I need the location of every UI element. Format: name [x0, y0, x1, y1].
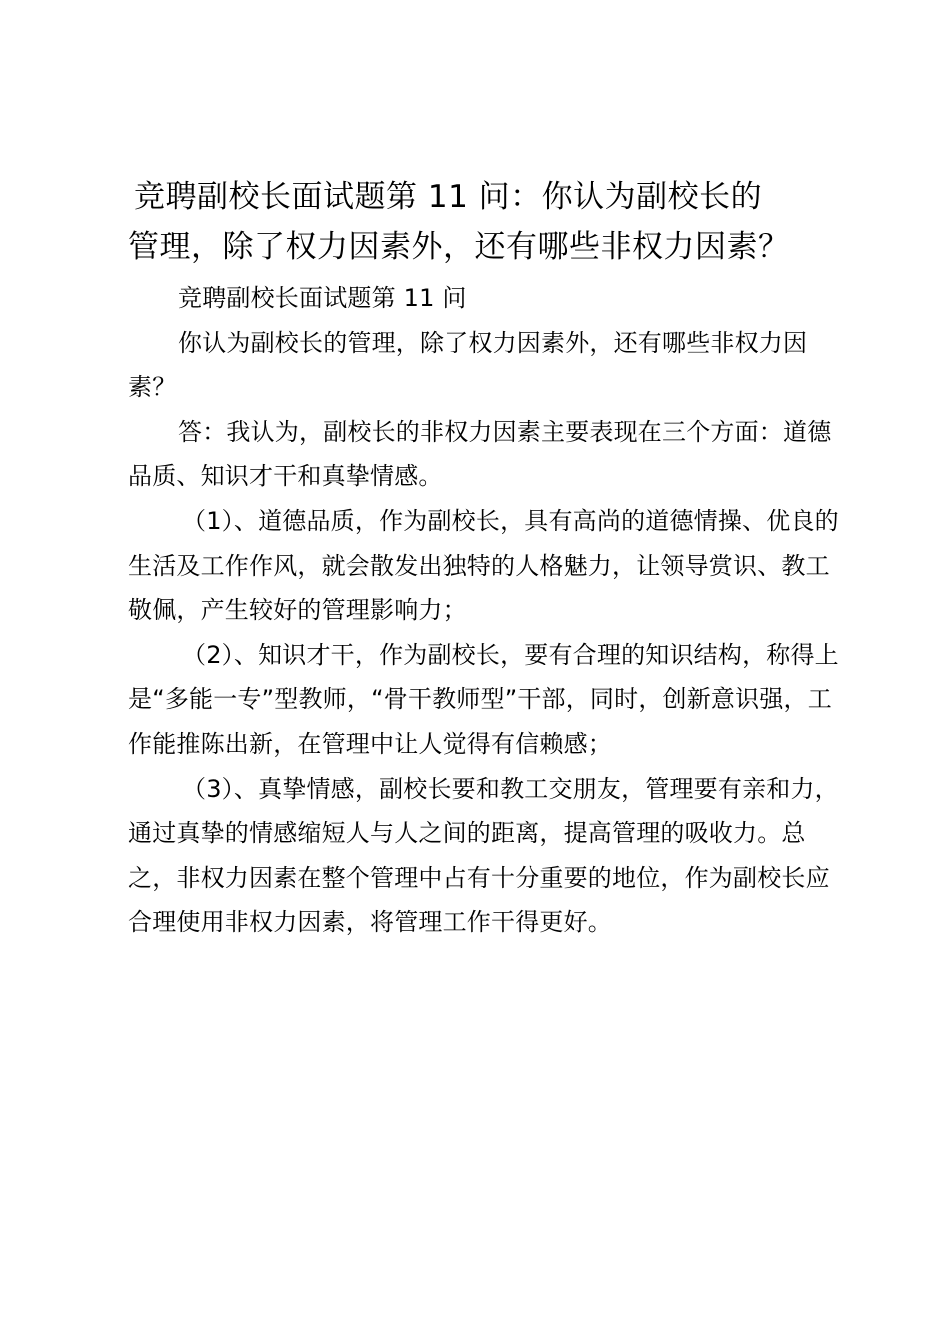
document-body: [128, 276, 848, 945]
point-2-paragraph: （2）、知识才干，作为副校长，要有合理的知识结构，称得上是“多能一专”型教师，“骨干教师型”干部，同时，创新意识强，工作能推陈出新，在管理中让人觉得有信赖感；: [128, 640, 839, 758]
title-line-2: 管理，除了权力因素外，还有哪些非权力因素？: [128, 229, 790, 265]
answer-paragraph: 答：我认为，副校长的非权力因素主要表现在三个方面：道德品质、知识才干和真挚情感。: [128, 417, 832, 491]
subtitle-paragraph: 竞聘副校长面试题第 11 问: [178, 284, 467, 312]
title-line-1: 竞聘副校长面试题第 11 问：你认为副校长的: [134, 179, 763, 215]
question-paragraph: 你认为副校长的管理，除了权力因素外，还有哪些非权力因素？: [128, 328, 808, 402]
point-3-paragraph: （3）、真挚情感，副校长要和教工交朋友，管理要有亲和力，通过真挚的情感缩短人与人之间的距离，提高管理的吸收力。总之，非权力因素在整个管理中占有十分重要的地位，作为副校长应合理使用非权力因素，将管理工作干得更好。: [128, 774, 839, 937]
document-title: [128, 172, 868, 272]
point-1-paragraph: （1）、道德品质，作为副校长，具有高尚的道德情操、优良的生活及工作作风，就会散发出独特的人格魅力，让领导赏识、教工敬佩，产生较好的管理影响力；: [128, 506, 839, 625]
